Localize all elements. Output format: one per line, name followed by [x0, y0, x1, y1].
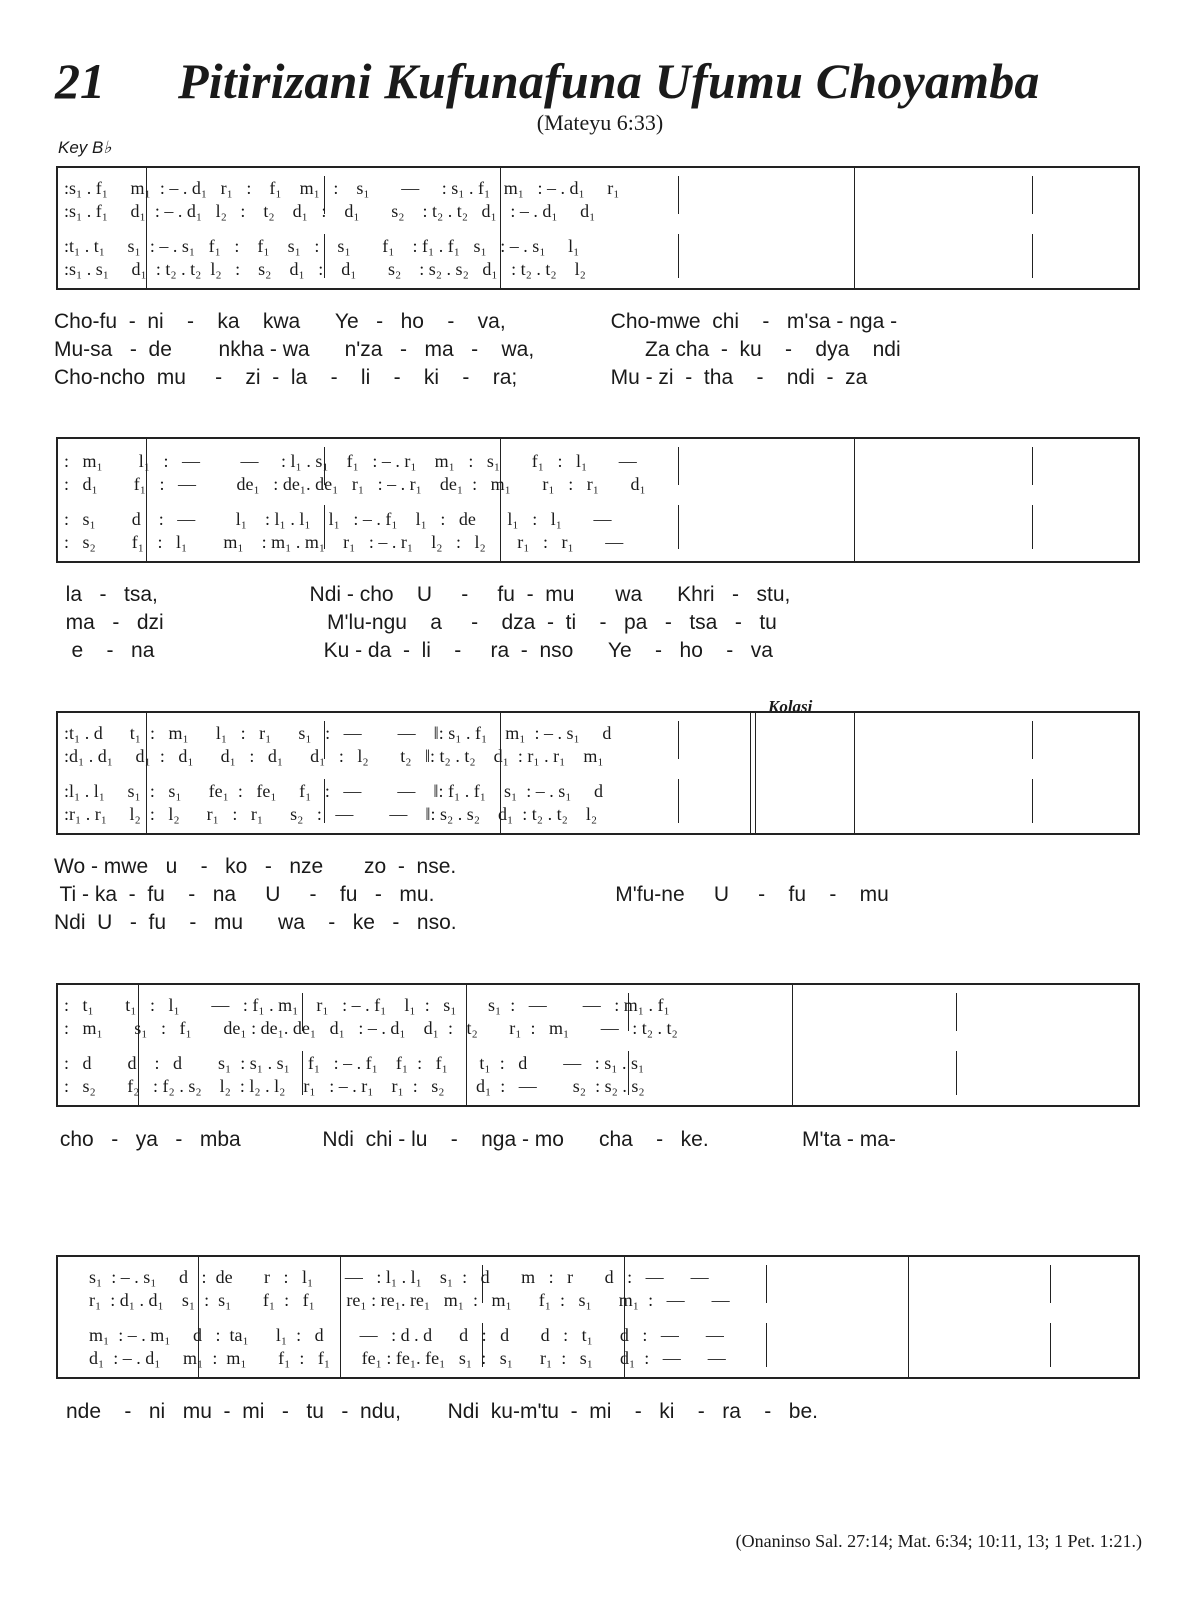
- soprano-line: :t₁ . d t₁ : m₁ l₁ : r₁ s₁ : — — ‖: s₁ . f₁ m₁ : – . s₁ d: [64, 723, 612, 743]
- chorus-label: Kolasi: [768, 697, 813, 716]
- soprano-line: :s₁ . f₁ m₁ : – . d₁ r₁ : f₁ m₁ : s₁ — : s₁ . f₁ m₁ : – . d₁ r₁: [64, 178, 620, 198]
- alto-line: : m₁ s₁ : f₁ de₁ : de₁. de₁ d₁ : – . d₁ d₁ : t₂ r₁ : m₁ — : t₂ . t₂: [64, 1018, 678, 1038]
- bass-line: : s₂ f₂ : f₂ . s₂ l₂ : l₂ . l₂ r₁ : – . r₁ r₁ : s₂ d₁ : — s₂ : s₂ . s₂: [64, 1076, 645, 1096]
- music-system-2: [56, 437, 1140, 563]
- alto-line: : d₁ f₁ : — de₁ : de₁. de₁ r₁ : – . r₁ de₁ : m₁ r₁ : r₁ d₁: [64, 474, 646, 494]
- music-system-4: [56, 983, 1140, 1107]
- soprano-line: s₁ : – . s₁ d : de r : l₁ — : l₁ . l₁ s₁ : d m : r d : — —: [80, 1267, 709, 1287]
- music-system-3: [56, 711, 1140, 835]
- soprano-line: : t₁ t₁ : l₁ — : f₁ . m₁ r₁ : – . f₁ l₁ : s₁ s₁ : — — : m₁ . f₁: [64, 995, 670, 1015]
- tenor-line: : s₁ d : — l₁ : l₁ . l₁ l₁ : – . f₁ l₁ : de l₁ : l₁ —: [64, 509, 612, 529]
- tenor-line: :l₁ . l₁ s₁ : s₁ fe₁ : fe₁ f₁ : — — ‖: f₁ . f₁ s₁ : – . s₁ d: [64, 781, 604, 801]
- scripture-reference: (Mateyu 6:33): [536, 110, 664, 135]
- lyric-chorus: cho - ya - mba Ndi chi - lu - nga - mo cha - ke. M'ta - ma-: [54, 1128, 896, 1151]
- bass-line: :r₁ . r₁ l₂ : l₂ r₁ : r₁ s₂ : — — ‖: s₂ . s₂ d₁ : t₂ . t₂ l₂: [64, 804, 598, 824]
- lyric-chorus: nde - ni mu - mi - tu - ndu, Ndi ku-m'tu - mi - ki - ra - be.: [66, 1400, 819, 1423]
- lyric-verse-3: e - na Ku - da - li - ra - nso Ye - ho - va: [54, 639, 773, 662]
- music-system-1: [56, 166, 1140, 290]
- hymn-title: Pitirizani Kufunafuna Ufumu Choyamba: [178, 53, 1040, 109]
- bass-line: :s₁ . s₁ d₁ : t₂ . t₂ l₂ : s₂ d₁ : d₁ s₂ : s₂ . s₂ d₁ : t₂ . t₂ l₂: [64, 259, 586, 279]
- tenor-line: m₁ : – . m₁ d : ta₁ l₁ : d — : d . d d : d d : t₁ d : — —: [80, 1325, 724, 1345]
- lyric-verse-2: ma - dzi M'lu-ngu a - dza - ti - pa - tsa - tu: [54, 611, 777, 634]
- soprano-line: : m₁ l₁ : — — : l₁ . s₁ f₁ : – . r₁ m₁ : s₁ f₁ : l₁ —: [64, 451, 637, 471]
- lyric-verse-1: la - tsa, Ndi - cho U - fu - mu wa Khri - stu,: [54, 583, 791, 606]
- lyric-verse-2: Mu-sa - de nkha - wa n'za - ma - wa, Za cha - ku - dya ndi: [54, 338, 901, 361]
- alto-line: :s₁ . f₁ d₁ : – . d₁ l₂ : t₂ d₁ : d₁ s₂ : t₂ . t₂ d₁ : – . d₁ d₁: [64, 201, 596, 221]
- alto-line: :d₁ . d₁ d₁ : d₁ d₁ : d₁ d₁ : l₂ t₂ ‖: t₂ . t₂ d₁ : r₁ . r₁ m₁: [64, 746, 604, 766]
- lyric-verse-3: Ndi U - fu - mu wa - ke - nso.: [54, 911, 457, 934]
- lyric-verse-2: Ti - ka - fu - na U - fu - mu. M'fu-ne U - fu - mu: [54, 883, 889, 906]
- key-signature: Key B♭: [58, 138, 112, 157]
- footer-references: (Onaninso Sal. 27:14; Mat. 6:34; 10:11, 13; 1 Pet. 1:21.): [735, 1531, 1142, 1551]
- lyric-verse-1: Wo - mwe u - ko - nze zo - nse.: [54, 855, 457, 878]
- bass-line: : s₂ f₁ : l₁ m₁ : m₁ . m₁ r₁ : – . r₁ l₂ : l₂ r₁ : r₁ —: [64, 532, 624, 552]
- alto-line: r₁ : d₁ . d₁ s₁ : s₁ f₁ : f₁ re₁ : re₁. re₁ m₁ : m₁ f₁ : s₁ m₁ : — —: [80, 1290, 730, 1310]
- lyric-verse-3: Cho-ncho mu - zi - la - li - ki - ra; Mu - zi - tha - ndi - za: [54, 366, 868, 389]
- bass-line: d₁ : – . d₁ m₁ : m₁ f₁ : f₁ fe₁ : fe₁. fe₁ s₁ : s₁ r₁ : s₁ d₁ : — —: [80, 1348, 726, 1368]
- tenor-line: :t₁ . t₁ s₁ : – . s₁ f₁ : f₁ s₁ : s₁ f₁ : f₁ . f₁ s₁ : – . s₁ l₁: [64, 236, 580, 256]
- hymn-number: 21: [55, 53, 105, 109]
- lyric-verse-1: Cho-fu - ni - ka kwa Ye - ho - va, Cho-mwe chi - m'sa - nga -: [54, 310, 898, 333]
- tenor-line: : d d : d s₁ : s₁ . s₁ f₁ : – . f₁ f₁ : f₁ t₁ : d — : s₁ . s₁: [64, 1053, 645, 1073]
- music-system-5: [56, 1255, 1140, 1379]
